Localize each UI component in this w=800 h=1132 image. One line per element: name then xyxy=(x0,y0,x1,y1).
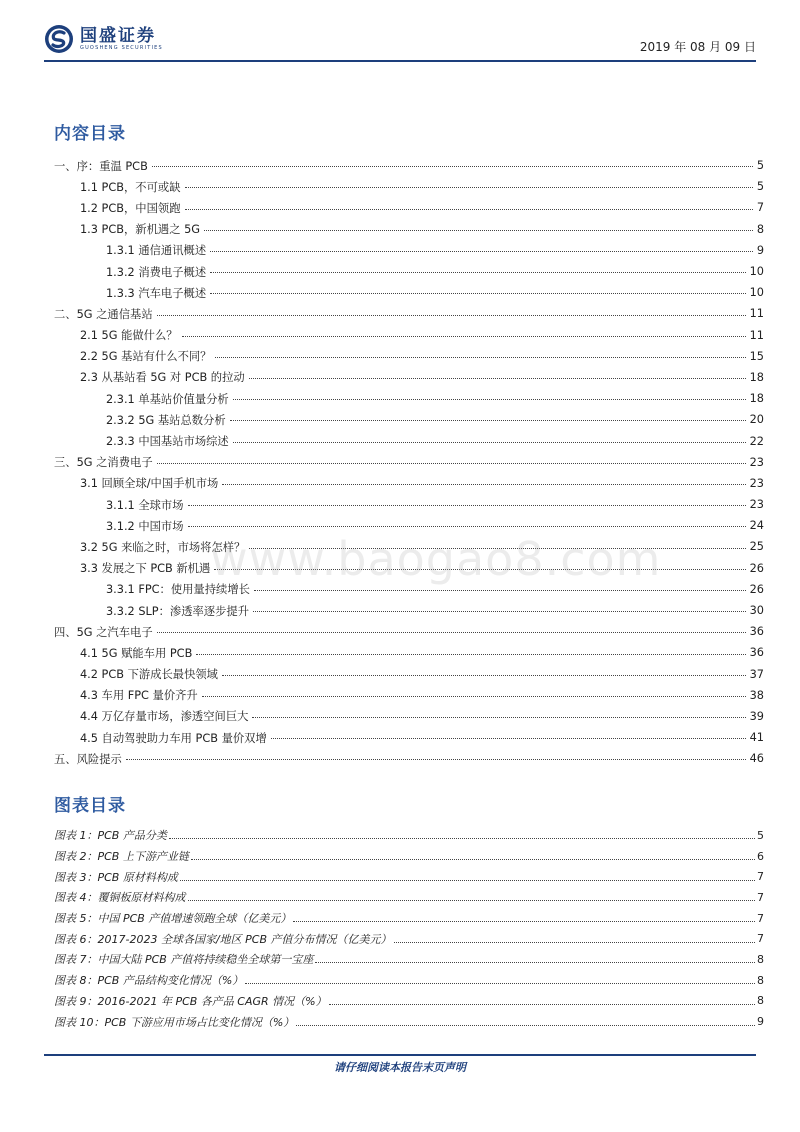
toc-entry-label: 4.2 PCB 下游成长最快领域 xyxy=(80,668,218,682)
toc-entry-page: 24 xyxy=(749,519,764,533)
figure-leader-dots xyxy=(188,899,756,901)
toc-entry-label: 2.3.2 5G 基站总数分析 xyxy=(106,413,226,427)
toc-entry-label: 4.4 万亿存量市场，渗透空间巨大 xyxy=(80,710,249,724)
toc-leader-dots xyxy=(185,208,753,210)
toc-entry-page: 11 xyxy=(749,307,764,321)
company-logo xyxy=(44,24,163,54)
toc-leader-dots xyxy=(254,589,746,591)
toc-entry-page: 5 xyxy=(756,180,764,194)
toc-entry-page: 25 xyxy=(749,540,764,554)
toc-entry-label: 一、序：重温 PCB xyxy=(54,159,148,173)
toc-entry-label: 二、5G 之通信基站 xyxy=(54,307,153,321)
toc-entry-label: 四、5G 之汽车电子 xyxy=(54,625,153,639)
toc-entry-page: 46 xyxy=(749,752,764,766)
figure-entry-page: 7 xyxy=(757,932,764,946)
report-date: 2019 年 08 月 09 日 xyxy=(639,40,756,54)
toc-entry-label: 2.1 5G 能做什么？ xyxy=(80,329,178,343)
logo-english-name: GUOSHENG SECURITIES xyxy=(80,44,163,51)
figure-leader-dots xyxy=(245,982,755,984)
toc-entry[interactable] xyxy=(54,176,764,197)
logo-icon xyxy=(44,24,74,54)
toc-entry-label: 1.3.3 汽车电子概述 xyxy=(106,286,207,300)
figure-leader-dots xyxy=(329,1003,755,1005)
figure-entry-label: 图表 4：覆铜板原材料构成 xyxy=(54,891,186,905)
toc-entry-label: 3.2 5G 来临之时，市场将怎样？ xyxy=(80,540,246,554)
figure-leader-dots xyxy=(296,1024,755,1026)
toc-leader-dots xyxy=(126,758,746,760)
toc-leader-dots xyxy=(210,271,746,273)
figure-entry-label: 图表 3：PCB 原材料构成 xyxy=(54,870,178,884)
toc-leader-dots xyxy=(185,186,753,188)
toc-entry-label: 2.3 从基站看 5G 对 PCB 的拉动 xyxy=(80,371,245,385)
toc-entry-page: 10 xyxy=(749,265,764,279)
toc-entry-page: 15 xyxy=(749,349,764,363)
toc-list xyxy=(54,155,764,769)
toc-entry-page: 41 xyxy=(749,731,764,745)
toc-entry-label: 1.3 PCB，新机遇之 5G xyxy=(80,223,201,237)
toc-entry[interactable] xyxy=(54,409,764,430)
toc-leader-dots xyxy=(222,483,745,485)
figure-entry-label: 图表 5：中国 PCB 产值增速领跑全球（亿美元） xyxy=(54,912,292,926)
toc-leader-dots xyxy=(233,441,746,443)
figure-entry-label: 图表 6：2017-2023 全球各国家/地区 PCB 产值分布情况（亿美元） xyxy=(54,932,392,946)
toc-entry-label: 五、风险提示 xyxy=(54,752,122,766)
toc-entry[interactable] xyxy=(54,452,764,473)
toc-entry-page: 18 xyxy=(749,370,764,384)
toc-leader-dots xyxy=(182,335,746,337)
figure-entry[interactable] xyxy=(54,908,764,929)
figure-leader-dots xyxy=(169,837,755,839)
toc-entry[interactable] xyxy=(54,600,764,621)
figure-leader-dots xyxy=(315,961,755,963)
toc-leader-dots xyxy=(222,674,746,676)
toc-entry-label: 4.1 5G 赋能车用 PCB xyxy=(80,646,193,660)
figure-leader-dots xyxy=(394,941,755,943)
toc-entry[interactable] xyxy=(54,621,764,642)
figure-entry[interactable] xyxy=(54,846,764,867)
toc-entry[interactable] xyxy=(54,727,764,748)
toc-leader-dots xyxy=(152,165,753,167)
toc-entry-page: 7 xyxy=(756,201,764,215)
toc-leader-dots xyxy=(210,250,753,252)
toc-entry[interactable] xyxy=(54,473,764,494)
figure-entry-label: 图表 10：PCB 下游应用市场占比变化情况（%） xyxy=(54,1015,295,1029)
toc-entry-page: 20 xyxy=(749,413,764,427)
footer-disclaimer: 请仔细阅读本报告末页声明 xyxy=(334,1061,466,1074)
toc-entry-page: 36 xyxy=(749,625,764,639)
figure-entry-page: 7 xyxy=(757,911,764,925)
toc-entry-label: 2.2 5G 基站有什么不同？ xyxy=(80,350,212,364)
figure-entry[interactable] xyxy=(54,991,764,1012)
figure-entry-label: 图表 9：2016-2021 年 PCB 各产品 CAGR 情况（%） xyxy=(54,994,327,1008)
toc-entry-page: 11 xyxy=(749,328,764,342)
toc-entry[interactable] xyxy=(54,388,764,409)
toc-entry[interactable] xyxy=(54,155,764,176)
toc-entry[interactable] xyxy=(54,325,764,346)
toc-entry-label: 2.3.1 单基站价值量分析 xyxy=(106,392,229,406)
toc-entry-page: 18 xyxy=(749,392,764,406)
figure-entry[interactable] xyxy=(54,949,764,970)
toc-leader-dots xyxy=(202,695,746,697)
toc-entry-label: 3.3 发展之下 PCB 新机遇 xyxy=(80,562,211,576)
figure-list-heading: 图表目录 xyxy=(54,796,126,816)
toc-entry-page: 22 xyxy=(749,434,764,448)
toc-leader-dots xyxy=(157,631,746,633)
toc-entry-page: 8 xyxy=(756,222,764,236)
toc-leader-dots xyxy=(230,419,746,421)
toc-leader-dots xyxy=(210,292,746,294)
figure-entry-page: 6 xyxy=(757,849,764,863)
toc-leader-dots xyxy=(157,462,746,464)
toc-entry-label: 3.1.2 中国市场 xyxy=(106,519,184,533)
toc-leader-dots xyxy=(188,504,746,506)
toc-entry-label: 1.2 PCB，中国领跑 xyxy=(80,201,181,215)
toc-entry[interactable] xyxy=(54,664,764,685)
toc-leader-dots xyxy=(204,229,753,231)
toc-entry[interactable] xyxy=(54,748,764,769)
figure-entry[interactable] xyxy=(54,970,764,991)
toc-entry-page: 38 xyxy=(749,688,764,702)
figure-entry-page: 5 xyxy=(757,828,764,842)
figure-entry-label: 图表 8：PCB 产品结构变化情况（%） xyxy=(54,974,244,988)
toc-entry-page: 30 xyxy=(749,604,764,618)
toc-leader-dots xyxy=(271,737,746,739)
toc-entry[interactable] xyxy=(54,303,764,324)
figure-entry-label: 图表 7：中国大陆 PCB 产值将持续稳坐全球第一宝座 xyxy=(54,953,314,967)
figure-entry-label: 图表 1：PCB 产品分类 xyxy=(54,829,167,843)
figure-entry[interactable] xyxy=(54,928,764,949)
figure-leader-dots xyxy=(191,858,755,860)
figure-entry-page: 8 xyxy=(757,994,764,1008)
toc-entry[interactable] xyxy=(54,430,764,451)
toc-leader-dots xyxy=(252,716,745,718)
figure-entry-page: 8 xyxy=(757,952,764,966)
toc-entry-label: 4.3 车用 FPC 量价齐升 xyxy=(80,689,198,703)
figure-entry-page: 9 xyxy=(757,1015,764,1029)
toc-entry-page: 10 xyxy=(749,286,764,300)
figure-entry-label: 图表 2：PCB 上下游产业链 xyxy=(54,850,189,864)
watermark-text: www.baogao8.com xyxy=(210,532,662,586)
toc-leader-dots xyxy=(196,653,745,655)
logo-chinese-name: 国盛证券 xyxy=(80,25,156,46)
toc-leader-dots xyxy=(157,314,746,316)
toc-leader-dots xyxy=(188,525,746,527)
figure-entry-page: 7 xyxy=(757,870,764,884)
toc-entry-label: 3.3.2 SLP：渗透率逐步提升 xyxy=(106,604,249,618)
toc-entry-page: 9 xyxy=(756,243,764,257)
header-divider xyxy=(44,60,756,62)
footer-divider xyxy=(44,1054,756,1056)
toc-entry-page: 26 xyxy=(749,582,764,596)
toc-leader-dots xyxy=(233,398,746,400)
toc-entry-label: 3.3.1 FPC：使用量持续增长 xyxy=(106,583,250,597)
toc-entry-label: 4.5 自动驾驶助力车用 PCB 量价双增 xyxy=(80,731,267,745)
toc-entry[interactable] xyxy=(54,706,764,727)
toc-entry[interactable] xyxy=(54,367,764,388)
toc-entry-label: 3.1 回顾全球/中国手机市场 xyxy=(80,477,219,491)
toc-entry[interactable] xyxy=(54,685,764,706)
toc-entry-page: 23 xyxy=(749,476,764,490)
figure-entry[interactable] xyxy=(54,825,764,846)
toc-leader-dots xyxy=(215,356,745,358)
figure-entry[interactable] xyxy=(54,866,764,887)
toc-entry-page: 23 xyxy=(749,455,764,469)
figure-entry-page: 7 xyxy=(757,890,764,904)
toc-heading: 内容目录 xyxy=(54,124,126,144)
toc-entry[interactable] xyxy=(54,240,764,261)
toc-entry-page: 5 xyxy=(756,159,764,173)
toc-entry[interactable] xyxy=(54,282,764,303)
toc-leader-dots xyxy=(249,377,746,379)
toc-entry-page: 36 xyxy=(749,646,764,660)
figure-leader-dots xyxy=(180,879,755,881)
figure-list xyxy=(54,825,764,1032)
toc-entry-label: 1.3.1 通信通讯概述 xyxy=(106,244,207,258)
toc-entry-label: 3.1.1 全球市场 xyxy=(106,498,184,512)
figure-entry[interactable] xyxy=(54,1011,764,1032)
toc-entry[interactable] xyxy=(54,261,764,282)
figure-leader-dots xyxy=(293,920,755,922)
figure-entry-page: 8 xyxy=(757,973,764,987)
toc-entry-label: 1.3.2 消费电子概述 xyxy=(106,265,207,279)
toc-entry-page: 23 xyxy=(749,498,764,512)
toc-entry-label: 1.1 PCB，不可或缺 xyxy=(80,180,181,194)
toc-entry[interactable] xyxy=(54,197,764,218)
toc-entry[interactable] xyxy=(54,494,764,515)
toc-entry-page: 37 xyxy=(749,667,764,681)
page-header xyxy=(44,24,756,60)
toc-entry[interactable] xyxy=(54,346,764,367)
toc-entry[interactable] xyxy=(54,642,764,663)
toc-leader-dots xyxy=(253,610,746,612)
toc-entry-page: 26 xyxy=(749,561,764,575)
toc-entry-page: 39 xyxy=(749,709,764,723)
toc-entry-label: 2.3.3 中国基站市场综述 xyxy=(106,435,229,449)
toc-entry[interactable] xyxy=(54,219,764,240)
toc-entry-label: 三、5G 之消费电子 xyxy=(54,456,153,470)
figure-entry[interactable] xyxy=(54,887,764,908)
